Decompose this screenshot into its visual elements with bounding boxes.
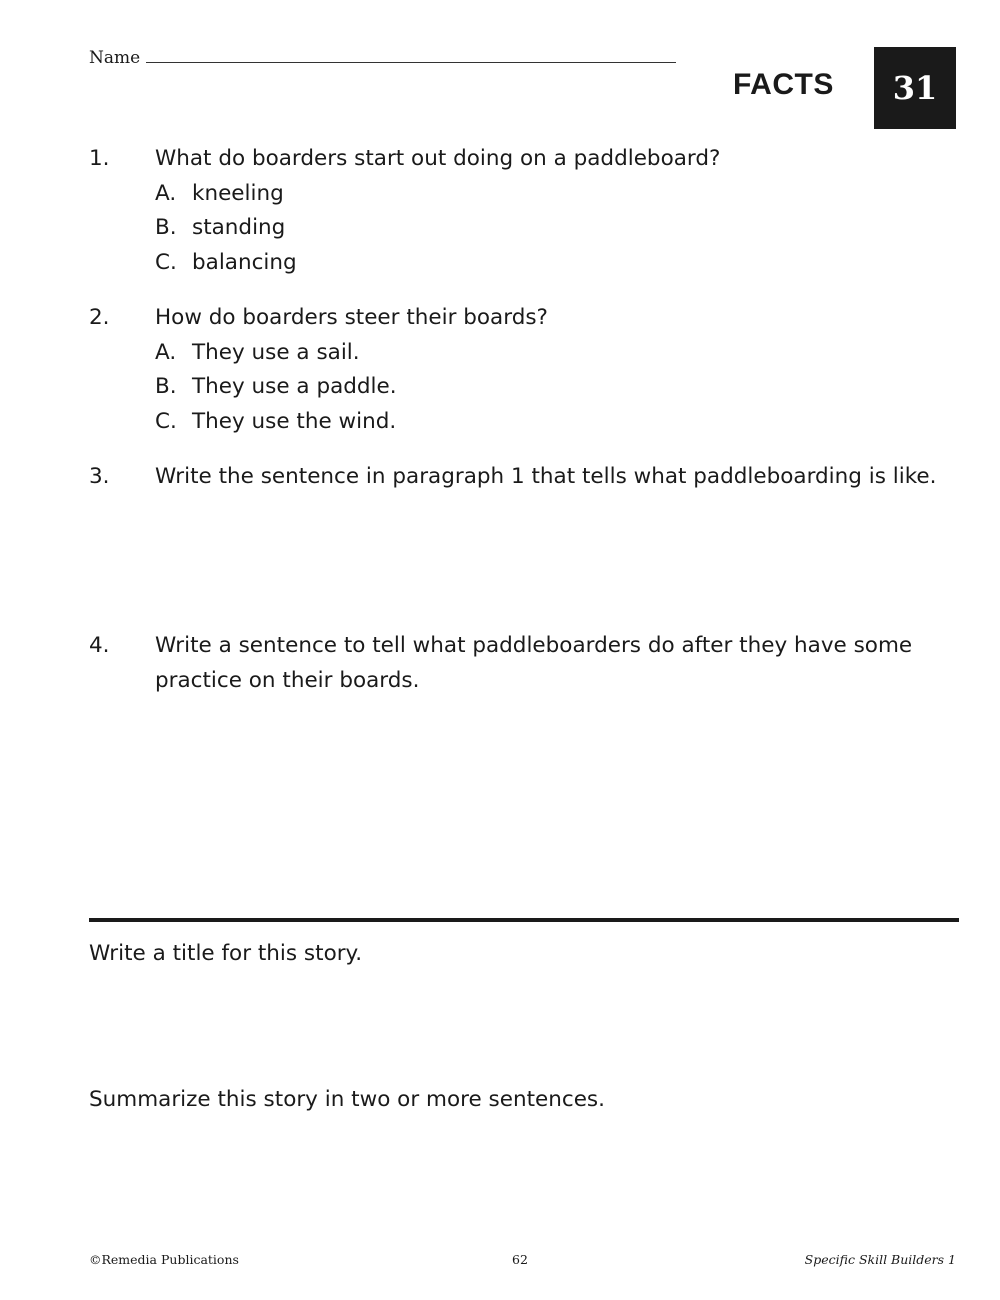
answer-option[interactable] <box>155 405 965 440</box>
question-text: What do boarders start out doing on a paddleboard? <box>155 146 721 171</box>
answer-option[interactable] <box>155 177 965 212</box>
title-prompt: Write a title for this story. <box>89 941 363 966</box>
answer-option[interactable] <box>155 211 965 246</box>
question-text: Write the sentence in paragraph 1 that tells what paddleboarding is like. <box>155 464 937 489</box>
section-title: FACTS <box>733 68 834 101</box>
footer-publisher: ©Remedia Publications <box>89 1252 239 1267</box>
lesson-number: 31 <box>892 69 938 107</box>
question-number: 3. <box>89 464 110 489</box>
option-letter: C. <box>155 408 177 434</box>
footer-page-number: 62 <box>512 1252 528 1267</box>
option-letter: A. <box>155 339 177 365</box>
option-text: They use a paddle. <box>192 374 397 399</box>
question-number: 4. <box>89 633 110 658</box>
name-write-line[interactable] <box>146 46 676 63</box>
answer-option[interactable] <box>155 370 965 405</box>
question-number: 2. <box>89 305 110 330</box>
option-letter: B. <box>155 215 177 240</box>
name-field-row <box>89 46 676 68</box>
summary-prompt: Summarize this story in two or more sentences. <box>89 1087 605 1112</box>
option-letter: A. <box>155 180 177 206</box>
question-text: Write a sentence to tell what paddleboarders do after they have some practice on their boards. <box>155 633 913 693</box>
option-text: balancing <box>192 249 297 275</box>
section-divider <box>89 918 959 922</box>
name-label: Name <box>89 48 141 68</box>
option-text: They use a sail. <box>192 339 360 365</box>
option-text: They use the wind. <box>192 408 397 434</box>
answer-option[interactable] <box>155 336 965 371</box>
footer-book-title: Specific Skill Builders 1 <box>804 1252 956 1267</box>
option-letter: B. <box>155 374 177 399</box>
question-number: 1. <box>89 146 110 171</box>
lesson-number-badge <box>874 47 956 129</box>
option-text: standing <box>192 215 286 240</box>
question-text: How do boarders steer their boards? <box>155 305 548 330</box>
option-letter: C. <box>155 249 177 275</box>
answer-option[interactable] <box>155 246 965 281</box>
option-text: kneeling <box>192 180 284 206</box>
